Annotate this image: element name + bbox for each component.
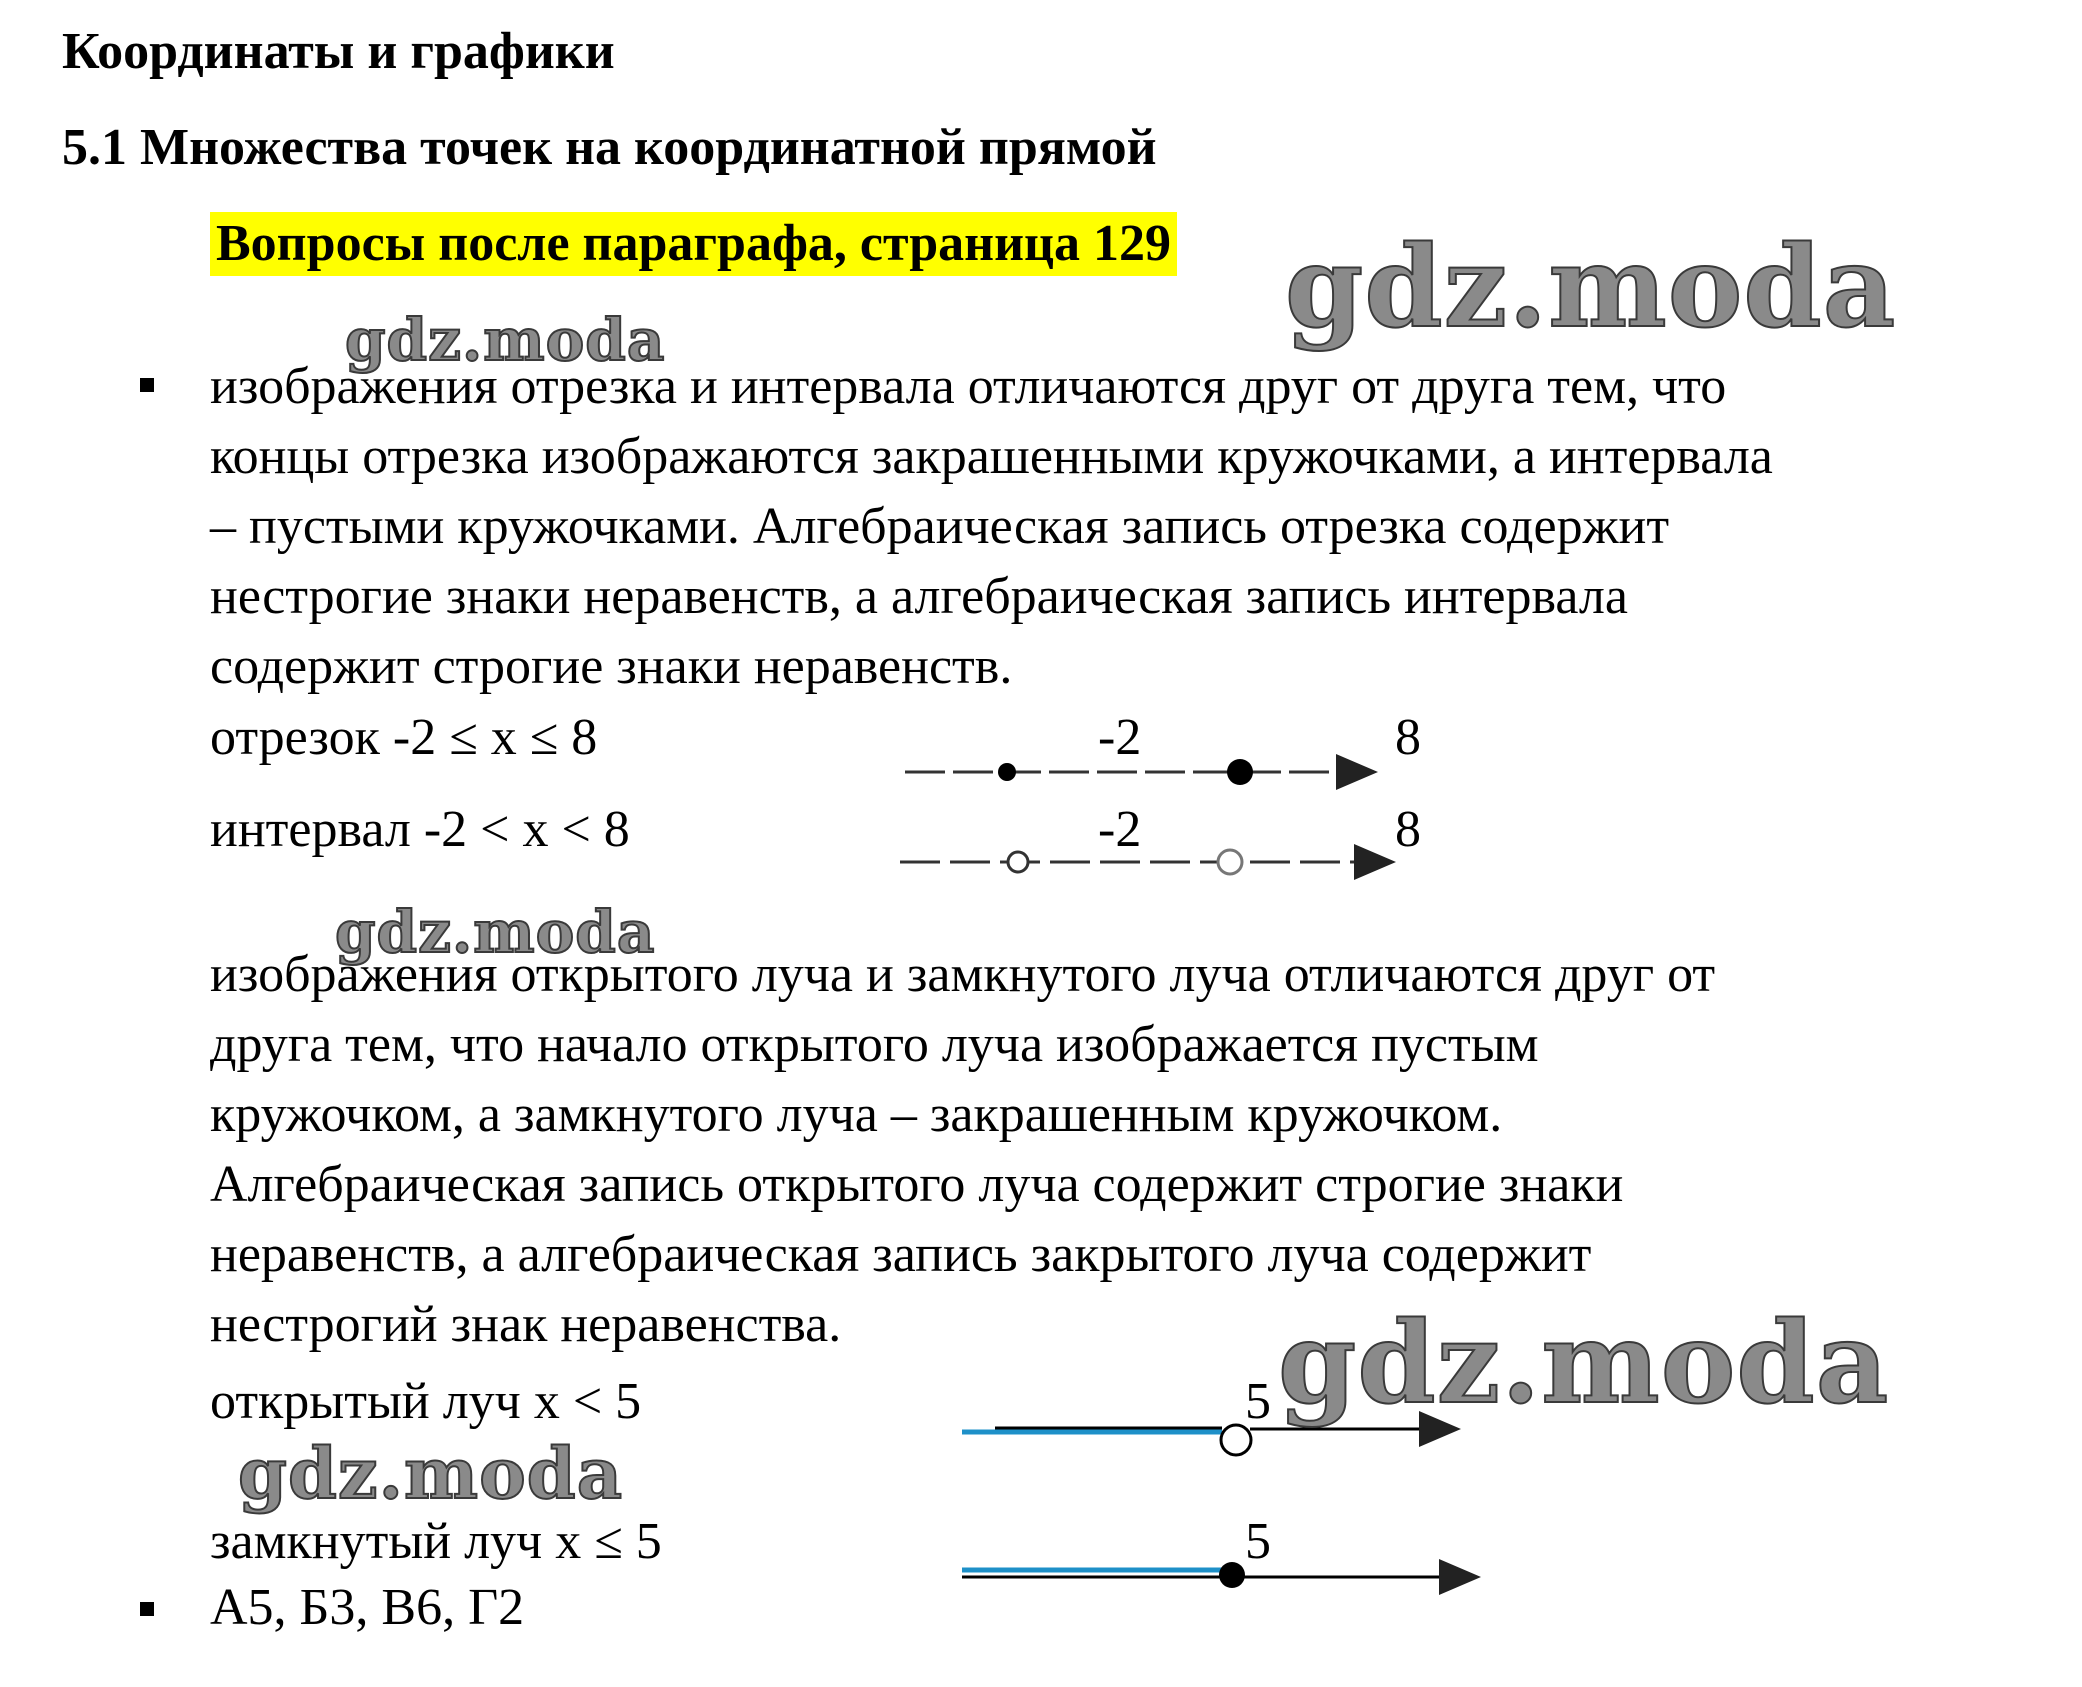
- watermark-large: gdz.moda: [1278, 1298, 1890, 1429]
- answer1-line: нестрогие знаки неравенств, а алгебраическая запись интервала: [210, 568, 1628, 625]
- answer2-line: нестрогий знак неравенства.: [210, 1296, 842, 1353]
- interval-right-open-dot: [1218, 850, 1242, 874]
- closed-ray-point-value: 5: [1245, 1513, 1271, 1570]
- highlighted-label: Вопросы после параграфа, страница 129: [210, 212, 1177, 276]
- closed-ray-filled-dot: [1219, 1562, 1245, 1588]
- watermark-small: gdz.moda: [335, 898, 656, 966]
- chapter-title: Координаты и графики: [62, 23, 615, 80]
- bullet-marker: [140, 1602, 154, 1616]
- answer2-line: кружочком, а замкнутого луча – закрашенным кружочком.: [210, 1086, 1503, 1143]
- answer1-line: концы отрезка изображаются закрашенными кружочками, а интервала: [210, 428, 1773, 485]
- closed-ray-label: замкнутый луч x ≤ 5: [210, 1513, 662, 1570]
- interval-left-value: -2: [1098, 801, 1142, 858]
- interval-label: интервал -2 < x < 8: [210, 801, 630, 858]
- answer1-line: содержит строгие знаки неравенств.: [210, 638, 1013, 695]
- segment-right-filled-dot: [1227, 759, 1253, 785]
- answer1-line: изображения отрезка и интервала отличаются друг от друга тем, что: [210, 358, 1727, 415]
- interval-left-open-dot: [1008, 852, 1028, 872]
- answer2-line: Алгебраическая запись открытого луча содержит строгие знаки: [210, 1156, 1624, 1213]
- interval-right-value: 8: [1395, 801, 1421, 858]
- open-ray-point-value: 5: [1245, 1373, 1271, 1430]
- watermark-large: gdz.moda: [1285, 222, 1897, 353]
- segment-label: отрезок -2 ≤ x ≤ 8: [210, 709, 598, 766]
- answer2-line: изображения открытого луча и замкнутого луча отличаются друг от: [210, 946, 1716, 1003]
- open-ray-label: открытый луч x < 5: [210, 1373, 642, 1430]
- section-title: 5.1 Множества точек на координатной прямой: [62, 119, 1157, 176]
- answer2-line: друга тем, что начало открытого луча изображается пустым: [210, 1016, 1539, 1073]
- answer2-paragraph: [210, 940, 1715, 1360]
- watermark-small: gdz.moda: [238, 1432, 624, 1515]
- segment-left-value: -2: [1098, 709, 1142, 766]
- watermark-small: gdz.moda: [345, 306, 666, 374]
- answer2-line: неравенств, а алгебраическая запись закрытого луча содержит: [210, 1226, 1592, 1283]
- answer1-line: – пустыми кружочками. Алгебраическая запись отрезка содержит: [210, 498, 1670, 555]
- segment-right-value: 8: [1395, 709, 1421, 766]
- segment-left-filled-dot: [998, 763, 1016, 781]
- answer3-text: А5, Б3, В6, Г2: [210, 1579, 525, 1636]
